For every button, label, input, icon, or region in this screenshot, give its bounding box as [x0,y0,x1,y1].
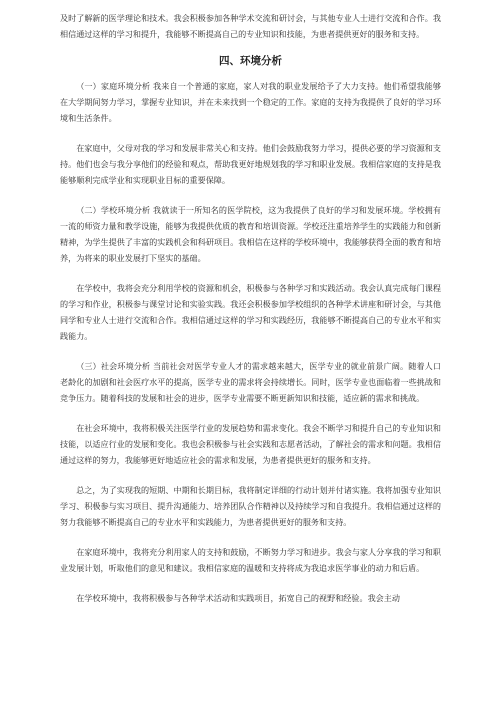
school-plan-paragraph: 在学校环境中，我将积极参与各种学术活动和实践项目，拓宽自己的视野和经验。我会主动 [76,593,400,603]
summary-paragraph: 总之，为了实现我的短期、中期和长期目标，我将制定详细的行动计划并付诸实施。我将加强专业知识学习、积极参与实习项目、提升沟通能力、培养团队合作精神以及持续学习和自我提升。我相信通过这样的努力我能够不断提高自己的专业水平和实践能力，为患者提供更好的服务和支持。 [60,485,441,527]
school-detail-paragraph: 在学校中，我将会充分利用学校的资源和机会，积极参与各种学习和实践活动。我会认真完成每门课程的学习和作业，积极参与课堂讨论和实验实践。我还会积极参加学校组织的各种学术讲座和研讨会，与其他同学和专业人士进行交流和合作。我相信通过这样的学习和实践经历，我能够不断提高自己的专业水平和实践能力。 [60,283,441,341]
intro-paragraph: 及时了解新的医学理论和技术。我会积极参加各种学术交流和研讨会，与其他专业人士进行交流和合作。我相信通过这样的学习和提升，我能够不断提高自己的专业知识和技能，为患者提供更好的服务和支持。 [60,13,441,39]
family-plan-paragraph: 在家庭环境中，我将充分利用家人的支持和鼓励，不断努力学习和进步。我会与家人分享我的学习和职业发展计划，听取他们的意见和建议。我相信家庭的温暖和支持将成为我追求医学事业的动力和后盾。 [60,547,441,573]
social-detail-paragraph: 在社会环境中，我将积极关注医学行业的发展趋势和需求变化。我会不断学习和提升自己的专业知识和技能，以适应行业的发展和变化。我也会积极参与社会实践和志愿者活动，了解社会的需求和问题。我相信通过这样的努力，我能够更好地适应社会的需求和发展，为患者提供更好的服务和支持。 [60,423,441,465]
school-environment-paragraph: （二）学校环境分析 我就读于一所知名的医学院校，这为我提供了良好的学习和发展环境。学校拥有一流的师资力量和教学设施，能够为我提供优质的教育和培训资源。学校还注重培养学生的实践能力和创新精神，为学生提供了丰富的实践机会和科研项目。我相信在这样的学校环境中，我能够获得全面的教育和培养，为将来的职业发展打下坚实的基础。 [60,205,441,263]
family-detail-paragraph: 在家庭中，父母对我的学习和发展非常关心和支持。他们会鼓励我努力学习，提供必要的学习资源和支持。他们也会与我分享他们的经验和观点，帮助我更好地规划我的学习和职业发展。我相信家庭的支持是我能够顺利完成学业和实现职业目标的重要保障。 [60,143,441,185]
section-heading: 四、环境分析 [219,55,282,67]
social-environment-paragraph: （三）社会环境分析 当前社会对医学专业人才的需求越来越大，医学专业的就业前景广阔。随着人口老龄化的加剧和社会医疗水平的提高，医学专业的需求将会持续增长。同时，医学专业也面临着一些挑战和竞争压力。随着科技的发展和社会的进步，医学专业需要不断更新知识和技能，适应新的需求和挑战。 [60,361,441,403]
family-environment-paragraph: （一）家庭环境分析 我来自一个普通的家庭，家人对我的职业发展给予了大力支持。他们希望我能够在大学期间努力学习，掌握专业知识，并在未来找到一个稳定的工作。家庭的支持为我提供了良好的学习环境和生活条件。 [60,81,441,123]
